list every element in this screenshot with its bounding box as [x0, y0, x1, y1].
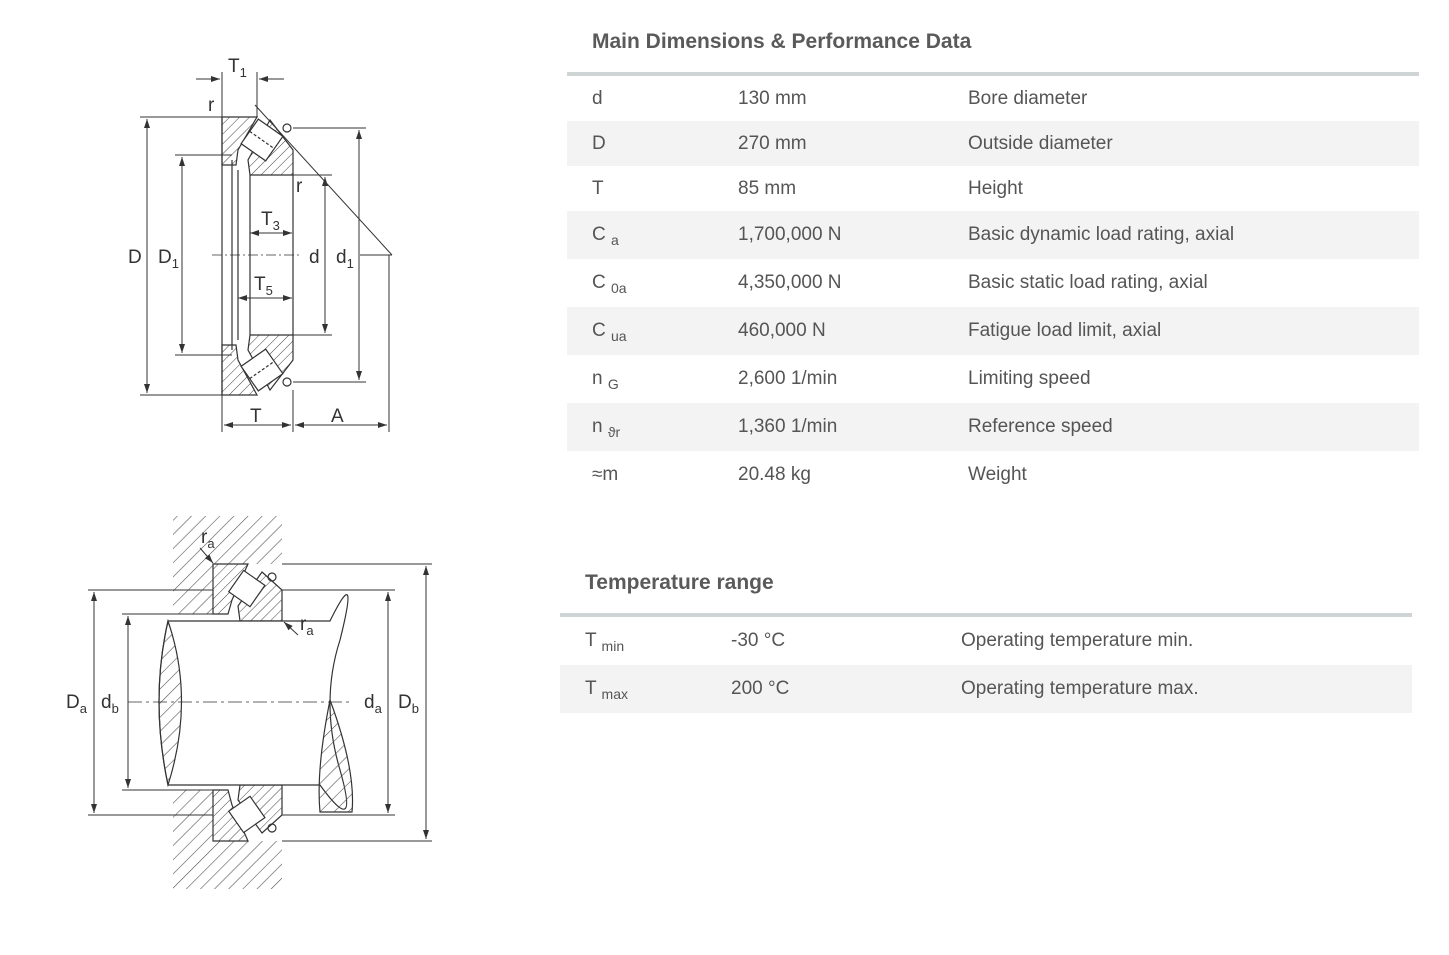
value-cell: 200 °C [731, 678, 790, 699]
description-cell: Weight [968, 464, 1027, 485]
value-cell: 270 mm [738, 132, 807, 154]
label-db: $d_b$ [101, 692, 119, 716]
table-row [567, 121, 1419, 166]
label-A: A [331, 406, 344, 427]
symbol: D [592, 132, 606, 154]
value-cell: 1,360 1/min [738, 416, 838, 437]
bearing-section-view [212, 105, 392, 395]
symbol-cell [567, 133, 738, 155]
symbol-cell [560, 678, 731, 700]
label-T1: $T_1$ [228, 56, 247, 80]
symbol-cell [567, 320, 738, 342]
description-cell: Bore diameter [968, 87, 1088, 109]
value-cell: 4,350,000 N [738, 272, 842, 293]
value-cell: -30 °C [731, 630, 786, 651]
symbol-cell [567, 224, 738, 246]
value-cell: 460,000 N [738, 320, 826, 341]
label-Da: $D_a$ [66, 692, 87, 716]
symbol-subscript: a [611, 232, 619, 248]
symbol: C [592, 272, 611, 293]
symbol: ≈m [592, 464, 619, 485]
label-T3: $T_3$ [261, 209, 280, 233]
value-cell: 130 mm [738, 87, 807, 109]
description-cell: Outside diameter [968, 132, 1113, 154]
symbol: n [592, 416, 608, 437]
label-d: d [309, 247, 320, 268]
table-row [567, 166, 1419, 211]
description-cell: Limiting speed [968, 368, 1091, 389]
label-r-left: r [208, 95, 215, 116]
main-dimensions-table [567, 76, 1419, 499]
symbol: T [585, 678, 602, 699]
symbol-cell [567, 368, 738, 390]
description-cell: Reference speed [968, 416, 1113, 437]
table-row [567, 451, 1419, 499]
table-row [567, 259, 1419, 307]
table-row [567, 211, 1419, 259]
symbol-cell [567, 178, 738, 200]
symbol-subscript: ϑr [607, 424, 621, 440]
label-da: $d_a$ [364, 692, 382, 716]
symbol-subscript: min [601, 638, 625, 654]
description-cell: Height [968, 177, 1023, 199]
symbol-cell [567, 88, 738, 110]
temperature-table [560, 617, 1412, 713]
temperature-panel [560, 571, 1412, 713]
label-D1: $D_1$ [158, 247, 179, 271]
description-cell: Fatigue load limit, axial [968, 320, 1162, 341]
table-row [567, 403, 1419, 451]
label-ra-right: $r_a$ [300, 614, 314, 638]
symbol: C [592, 224, 611, 245]
housing-lower [173, 841, 282, 889]
symbol: n [592, 368, 608, 389]
description-cell: Operating temperature max. [961, 678, 1199, 699]
label-T: T [250, 406, 262, 427]
symbol: C [592, 320, 611, 341]
symbol: d [592, 87, 603, 109]
value-cell: 1,700,000 N [738, 224, 842, 245]
symbol-cell [567, 416, 738, 438]
main-dimensions-title: Main Dimensions & Performance Data [592, 30, 972, 53]
description-cell: Operating temperature min. [961, 630, 1194, 651]
table-row [567, 355, 1419, 403]
table-row [560, 665, 1412, 713]
description-cell: Basic static load rating, axial [968, 272, 1208, 293]
description-cell: Basic dynamic load rating, axial [968, 224, 1235, 245]
value-cell: 85 mm [738, 177, 797, 199]
bearing-drawing [0, 0, 560, 955]
label-Db: $D_b$ [398, 692, 419, 716]
housing-upper [173, 516, 282, 564]
symbol-cell [567, 464, 738, 486]
label-D: D [128, 247, 142, 268]
label-d1: $d_1$ [336, 247, 354, 271]
label-ra-top: $r_a$ [201, 527, 215, 551]
label-T5: $T_5$ [254, 274, 273, 298]
symbol-subscript: max [601, 686, 628, 702]
symbol-cell [567, 272, 738, 294]
table-row [560, 617, 1412, 665]
main-dimensions-panel [567, 30, 1419, 499]
table-row [567, 307, 1419, 355]
symbol: T [585, 630, 602, 651]
symbol-subscript: 0a [611, 280, 627, 296]
symbol: T [592, 177, 604, 199]
value-cell: 20.48 kg [738, 464, 811, 485]
label-r-right: r [296, 176, 303, 197]
table-row [567, 76, 1419, 121]
symbol-cell [560, 630, 731, 652]
symbol-subscript: ua [611, 328, 627, 344]
temperature-title: Temperature range [585, 571, 774, 594]
value-cell: 2,600 1/min [738, 368, 838, 389]
symbol-subscript: G [607, 376, 619, 392]
mounting-view [128, 516, 353, 889]
